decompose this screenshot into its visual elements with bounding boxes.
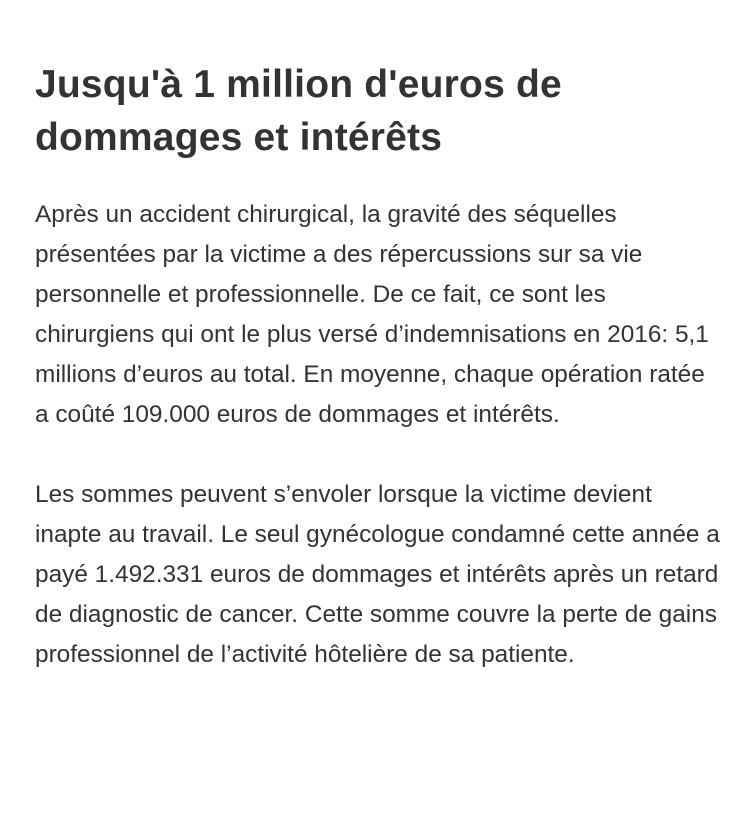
- article-paragraph-2: Les sommes peuvent s’envoler lorsque la victime devient inapte au travail. Le seul gynécologue condamné cette année a payé 1.492.331 euros de dommages et intérêts après un retard de diagnostic de cancer. Cette somme couvre la perte de gains professionnel de l’activité hôtelière de sa patiente.: [35, 481, 720, 668]
- article-paragraph-1: Après un accident chirurgical, la gravité des séquelles présentées par la victime a des répercussions sur sa vie personnelle et professionnelle. De ce fait, ce sont les chirurgiens qui ont le plus versé d’indemnisations en 2016: 5,1 millions d’euros au total. En moyenne, chaque opération ratée a coûté 109.000 euros de dommages et intérêts.: [35, 201, 709, 428]
- article-body: [35, 58, 725, 675]
- article-headline: Jusqu'à 1 million d'euros de dommages et intérêts: [35, 63, 562, 159]
